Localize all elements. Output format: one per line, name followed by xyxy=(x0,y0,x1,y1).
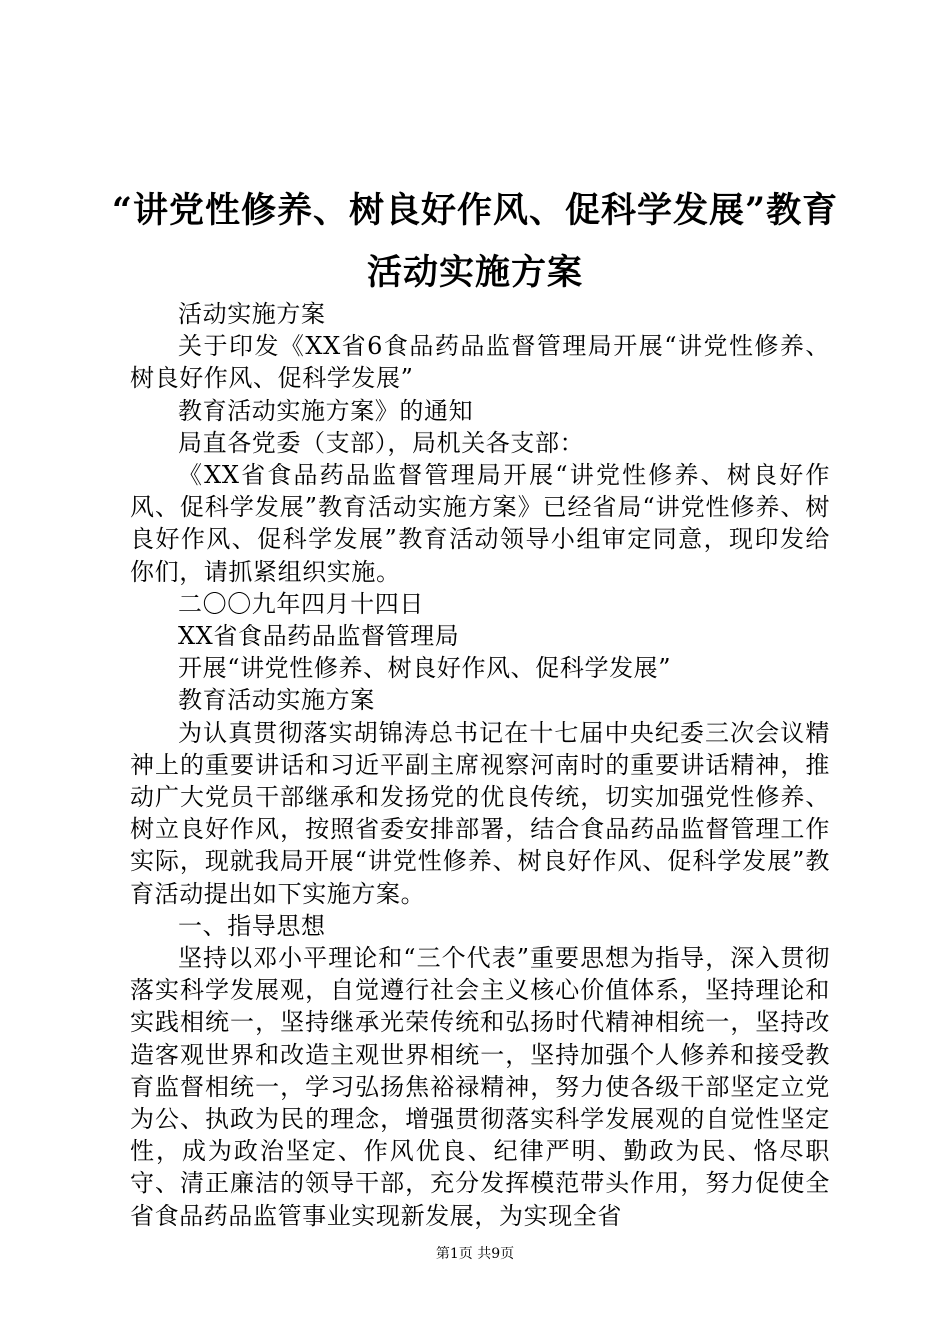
paragraph: 局直各党委（支部），局机关各支部： xyxy=(178,428,585,457)
paragraph: 二〇〇九年四月十四日 xyxy=(178,589,424,618)
paragraph: 《XX省食品药品监督管理局开展“讲党性修养、树良好作风、促科学发展”教育活动实施方案》已经省局“讲党性修养、树良好作风、促科学发展”教育活动领导小组审定同意，现印发给你们，请抓紧组织实施。 xyxy=(130,461,830,586)
paragraph: 坚持以邓小平理论和“三个代表”重要思想为指导，深入贯彻落实科学发展观，自觉遵行社会主义核心价值体系，坚持理论和实践相统一，坚持继承光荣传统和弘扬时代精神相统一，坚持改造客观世界和改造主观世界相统一，坚持加强个人修养和接受教育监督相统一，学习弘扬焦裕禄精神，努力使各级干部坚定立党为公、执政为民的理念，增强贯彻落实科学发展观的自觉性坚定性，成为政治坚定、作风优良、纪律严明、勤政为民、恪尽职守、清正廉洁的领导干部，充分发挥模范带头作用，努力促使全省食品药品监管事业实现新发展，为实现全省 xyxy=(130,944,830,1230)
paragraph: 关于印发《XX省6食品药品监督管理局开展“讲党性修养、树良好作风、促科学发展” xyxy=(130,332,830,393)
paragraph: 开展“讲党性修养、树良好作风、促科学发展” xyxy=(178,654,672,683)
page-footer: 第1页 共9页 xyxy=(435,1246,515,1262)
paragraph: 教育活动实施方案》的通知 xyxy=(178,396,474,425)
document-title: “讲党性修养、树良好作风、促科学发展”教育活动实施方案 xyxy=(111,190,839,293)
document-body xyxy=(130,298,830,1232)
section-heading: 一、指导思想 xyxy=(178,911,326,940)
paragraph: 教育活动实施方案 xyxy=(178,686,375,715)
paragraph: 活动实施方案 xyxy=(178,300,326,328)
paragraph: XX省食品药品监督管理局 xyxy=(178,622,460,651)
paragraph: 为认真贯彻落实胡锦涛总书记在十七届中央纪委三次会议精神上的重要讲话和习近平副主席视察河南时的重要讲话精神，推动广大党员干部继承和发扬党的优良传统，切实加强党性修养、树立良好作风，按照省委安排部署，结合食品药品监督管理工作实际，现就我局开展“讲党性修养、树良好作风、促科学发展”教育活动提出如下实施方案。 xyxy=(130,718,830,908)
